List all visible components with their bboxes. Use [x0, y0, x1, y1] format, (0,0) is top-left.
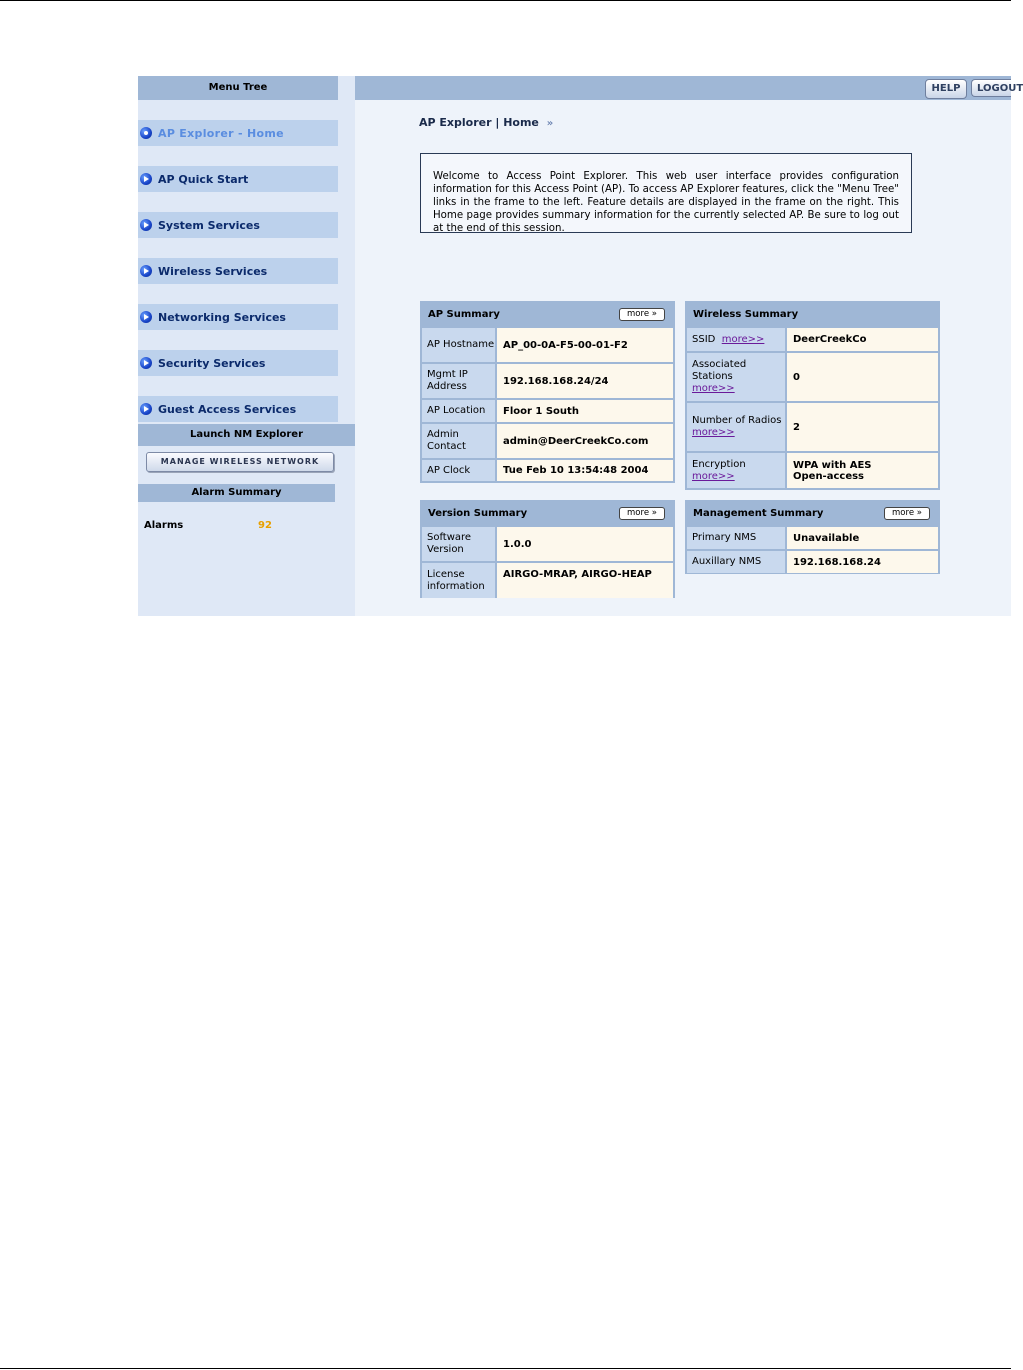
row-value [787, 453, 938, 488]
wireless-summary-panel [685, 301, 940, 490]
row-label [687, 353, 787, 401]
menu-item-label: Wireless Services [158, 264, 268, 278]
row-value: AP_00-0A-F5-00-01-F2 [497, 328, 673, 362]
row-label: AP Location [422, 400, 497, 422]
menu-item-label: Security Services [158, 356, 266, 370]
menu-item-label: Networking Services [158, 310, 286, 324]
top-toolbar [355, 76, 1023, 100]
table-row [422, 398, 673, 422]
table-row [422, 362, 673, 398]
menu-item-security-services[interactable] [138, 350, 338, 376]
row-value: 0 [787, 353, 938, 401]
version-summary-title: Version Summary [428, 508, 528, 519]
row-label: Primary NMS [687, 527, 787, 549]
menu-item-ap-explorer-home[interactable] [138, 120, 338, 146]
bottom-rule [0, 1368, 1011, 1369]
menu-item-networking-services[interactable] [138, 304, 338, 330]
menu-tree-frame [138, 76, 355, 616]
row-label [687, 328, 787, 351]
row-value: admin@DeerCreekCo.com [497, 424, 673, 458]
help-button[interactable]: HELP [925, 79, 967, 99]
row-label: Auxillary NMS [687, 551, 787, 573]
row-value: 1.0.0 [497, 527, 673, 561]
panel-title [687, 303, 938, 326]
ssid-label: SSID [692, 333, 716, 345]
table-row [422, 525, 673, 561]
row-value: 192.168.168.24 [787, 551, 938, 573]
blue-arrow-icon [140, 219, 152, 231]
row-label: AP Hostname [422, 328, 497, 362]
ap-summary-title: AP Summary [428, 309, 500, 320]
panel-title [687, 502, 938, 525]
management-summary-panel [685, 500, 940, 574]
blue-arrow-icon [140, 265, 152, 277]
blue-arrow-icon [140, 357, 152, 369]
table-row [687, 351, 938, 401]
menu-item-system-services[interactable] [138, 212, 338, 238]
associated-stations-label: Associated Stations [692, 359, 747, 382]
menu-item-guest-access-services[interactable] [138, 396, 338, 422]
version-summary-more-button[interactable]: more » [619, 507, 665, 520]
menu-item-label: System Services [158, 218, 260, 232]
table-row [687, 549, 938, 573]
panel-title [422, 502, 673, 525]
ap-summary-panel [420, 301, 675, 483]
table-row [687, 451, 938, 488]
blue-arrow-icon [140, 403, 152, 415]
row-value: DeerCreekCo [787, 328, 938, 351]
menu-item-label: AP Explorer - Home [158, 126, 284, 140]
row-value: Floor 1 South [497, 400, 673, 422]
double-chevron-icon: » [546, 118, 554, 129]
wireless-summary-title: Wireless Summary [693, 309, 799, 320]
row-label: Admin Contact [422, 424, 497, 458]
ap-summary-more-button[interactable]: more » [619, 308, 665, 321]
blue-arrow-icon [140, 311, 152, 323]
top-rule [0, 0, 1011, 1]
breadcrumb [419, 116, 553, 129]
alarm-summary-header: Alarm Summary [138, 484, 335, 502]
row-label [687, 453, 787, 488]
row-label [687, 403, 787, 451]
table-row [422, 326, 673, 362]
encryption-more-link[interactable]: more>> [692, 470, 735, 482]
table-row [422, 458, 673, 481]
row-value: Unavailable [787, 527, 938, 549]
menu-item-label: AP Quick Start [158, 172, 249, 186]
panel-title [422, 303, 673, 326]
encryption-label: Encryption [692, 458, 746, 470]
table-row [422, 422, 673, 458]
menu-item-ap-quick-start[interactable] [138, 166, 338, 192]
radios-more-link[interactable]: more>> [692, 427, 735, 438]
version-summary-panel [420, 500, 675, 598]
manage-wireless-network-button[interactable]: MANAGE WIRELESS NETWORK [146, 452, 334, 472]
menu-tree-header: Menu Tree [138, 76, 338, 100]
blue-dot-icon [140, 127, 152, 139]
management-summary-title: Management Summary [693, 508, 824, 519]
row-label: Mgmt IP Address [422, 364, 497, 398]
table-row [687, 525, 938, 549]
encryption-mode: Open-access [793, 470, 865, 482]
encryption-value: WPA with AES [793, 459, 872, 471]
menu-item-label: Guest Access Services [158, 402, 297, 416]
row-value: 2 [787, 403, 938, 451]
row-label: AP Clock [422, 460, 497, 481]
row-value: AIRGO-MRAP, AIRGO-HEAP [497, 563, 673, 598]
alarms-count: 92 [258, 520, 272, 531]
launch-nm-explorer-header: Launch NM Explorer [138, 424, 355, 446]
row-label: Software Version [422, 527, 497, 561]
welcome-box: Welcome to Access Point Explorer. This web user interface provides configuration information for this Access Point (AP). To access AP Explorer features, click the "Menu Tree" links in the frame to the left. Feature details are displayed in the frame on the right. This Home page provides summary information for the currently selected AP. Be sure to log out at the end of this session. [420, 153, 912, 233]
content-frame [355, 76, 1023, 616]
alarms-label: Alarms [144, 520, 184, 531]
number-of-radios-label: Number of Radios [692, 415, 782, 426]
row-label: License information [422, 563, 497, 598]
table-row [687, 326, 938, 351]
associated-stations-more-link[interactable]: more>> [692, 383, 735, 394]
logout-button[interactable]: LOGOUT [971, 79, 1011, 97]
menu-item-wireless-services[interactable] [138, 258, 338, 284]
row-value: Tue Feb 10 13:54:48 2004 [497, 460, 673, 481]
blue-arrow-icon [140, 173, 152, 185]
table-row [422, 561, 673, 598]
management-summary-more-button[interactable]: more » [884, 507, 930, 520]
breadcrumb-text: AP Explorer | Home [419, 116, 539, 129]
ssid-more-link[interactable]: more>> [721, 333, 765, 345]
table-row [687, 401, 938, 451]
row-value: 192.168.168.24/24 [497, 364, 673, 398]
